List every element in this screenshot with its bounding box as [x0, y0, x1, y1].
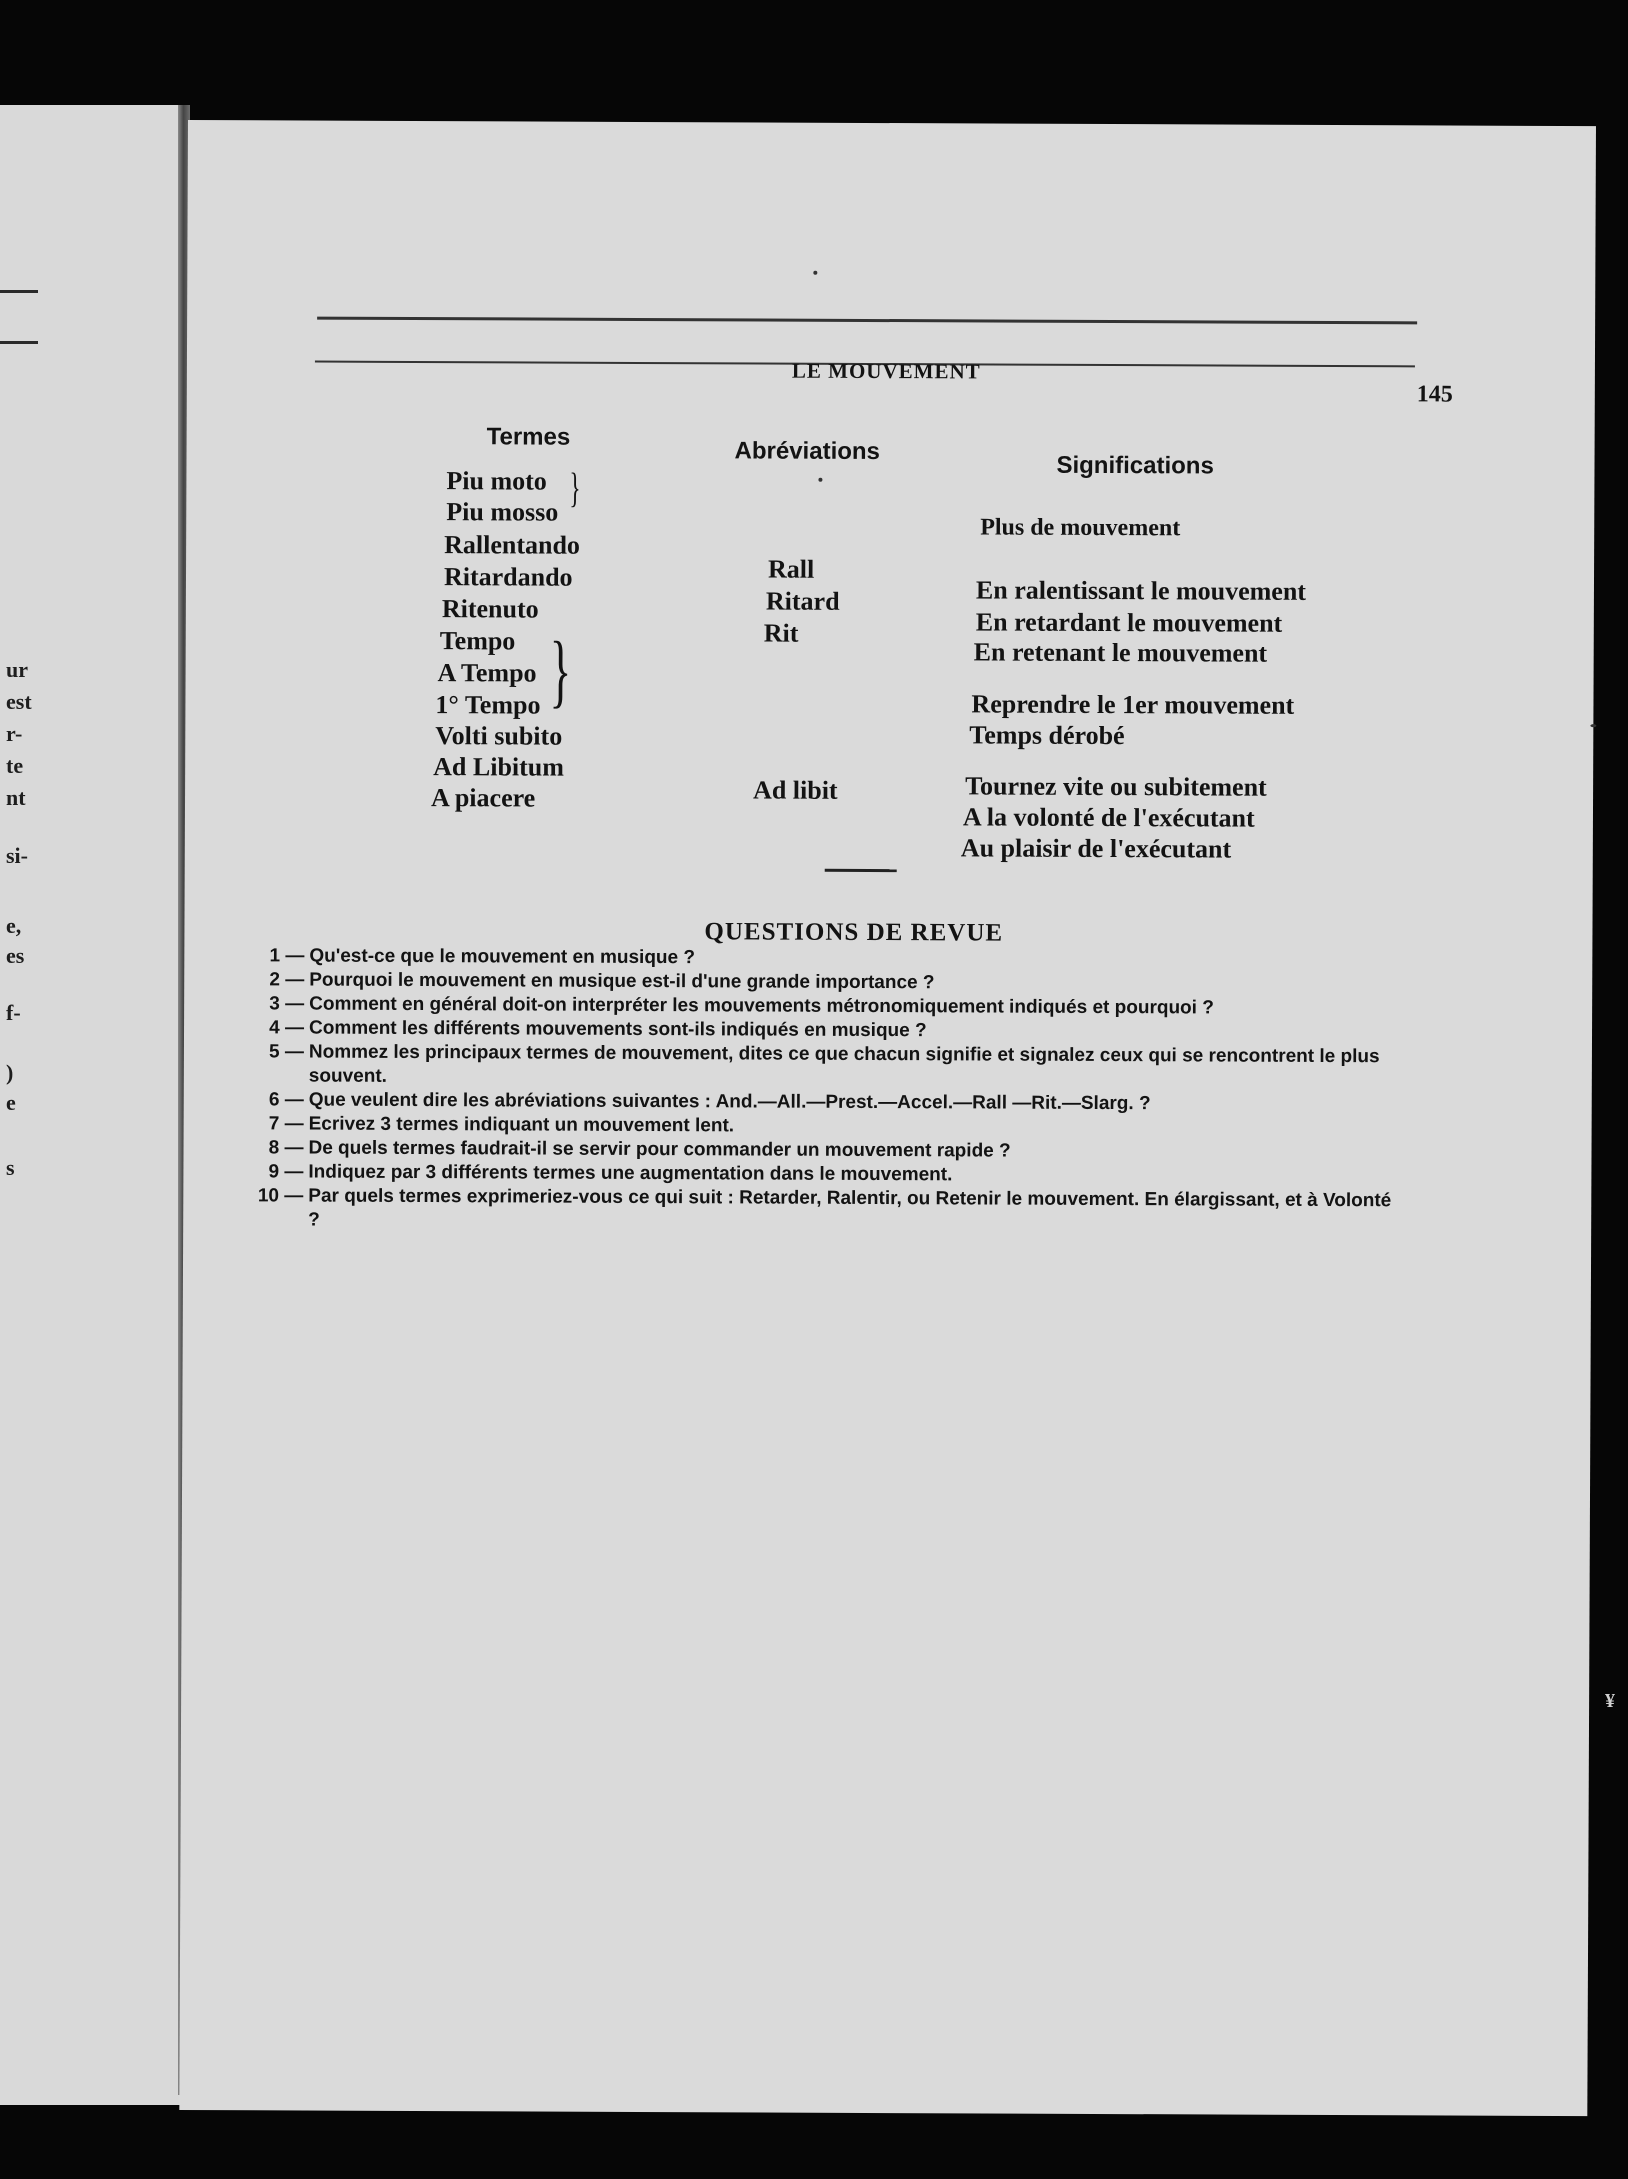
abbreviation-cell: Ad libit	[753, 775, 838, 805]
ink-dot	[1590, 724, 1596, 727]
term-cell: Volti subito	[435, 721, 563, 751]
question-number: 4 —	[269, 1017, 305, 1039]
header-rule-top	[317, 317, 1417, 325]
meaning-cell: Tournez vite ou subitement	[965, 771, 1267, 802]
term-cell: Tempo	[439, 626, 516, 656]
question-text: Comment en général doit-on interpréter les mouvements métronomiquement indiqués et pourquoi ?	[309, 993, 1214, 1019]
question-number: 8 —	[268, 1137, 304, 1159]
prev-page-rule	[0, 290, 38, 293]
meaning-cell: Plus de mouvement	[980, 514, 1181, 542]
review-title: QUESTIONS DE REVUE	[704, 918, 1004, 947]
column-header-abreviations: Abréviations	[734, 437, 880, 466]
review-questions	[243, 944, 1394, 1237]
term-cell: Piu mosso	[446, 497, 559, 527]
term-cell: Piu moto	[446, 466, 547, 496]
prev-page-fragment: est	[6, 689, 32, 714]
question-number: 5 —	[269, 1041, 304, 1063]
term-cell: Ritardando	[443, 562, 573, 592]
question-number: 10 —	[257, 1185, 304, 1207]
prev-page-fragment: es	[6, 943, 25, 968]
ink-dot	[818, 478, 822, 482]
page-number: 145	[1416, 381, 1453, 408]
question-number: 3 —	[269, 993, 305, 1015]
question-text: Que veulent dire les abréviations suivantes : And.—All.—Prest.—Accel.—Rall —Rit.—Slarg. ?	[308, 1089, 1151, 1115]
scan-artifact: ¥	[1605, 1690, 1615, 1712]
question-number: 2 —	[269, 969, 305, 991]
question-text: Ecrivez 3 termes indiquant un mouvement lent.	[308, 1113, 735, 1137]
meaning-cell: Au plaisir de l'exécutant	[960, 833, 1232, 864]
meaning-cell: A la volonté de l'exécutant	[962, 802, 1255, 833]
term-cell: Ritenuto	[441, 594, 539, 624]
prev-page-fragment: nt	[6, 785, 26, 810]
ink-dot	[813, 271, 817, 275]
prev-page-fragment: )	[6, 1060, 14, 1085]
meaning-cell: Temps dérobé	[969, 720, 1125, 751]
term-cell: Ad Libitum	[433, 752, 565, 782]
question-number: 7 —	[268, 1113, 304, 1135]
meaning-cell: En ralentissant le mouvement	[975, 575, 1307, 606]
question-number: 1 —	[269, 945, 305, 967]
prev-page-fragment: te	[6, 753, 24, 778]
question-number: 6 —	[268, 1089, 304, 1111]
prev-page-fragment: e,	[6, 913, 22, 938]
meaning-cell: En retenant le mouvement	[973, 637, 1268, 668]
brace-icon: }	[569, 465, 581, 512]
term-cell: Rallentando	[444, 530, 581, 560]
question-text: Indiquez par 3 différents termes une augmentation dans le mouvement.	[308, 1161, 953, 1186]
prev-page-fragment: f-	[6, 1000, 21, 1025]
prev-page-fragment: s	[6, 1155, 15, 1180]
question-text: Qu'est-ce que le mouvement en musique ?	[309, 945, 696, 969]
prev-page-fragment: e	[6, 1090, 16, 1115]
term-cell: A Tempo	[437, 658, 537, 688]
abbreviation-cell: Rall	[767, 554, 815, 584]
question-text: Pourquoi le mouvement en musique est-il d'une grande importance ?	[309, 969, 935, 994]
meaning-cell: Reprendre le 1er mouvement	[971, 689, 1295, 720]
column-header-termes: Termes	[486, 423, 571, 451]
section-divider	[825, 869, 897, 872]
brace-icon: }	[549, 624, 572, 716]
prev-page-rule	[0, 341, 38, 344]
prev-page-fragment: si-	[6, 843, 28, 868]
prev-page-fragment: r-	[6, 721, 23, 746]
question-text: Comment les différents mouvements sont-ils indiqués en musique ?	[308, 1017, 927, 1042]
question-text: Par quels termes exprimeriez-vous ce qui suit : Retarder, Ralentir, ou Retenir le mouvement. En élargissant, et à Volonté ?	[308, 1185, 1392, 1231]
meaning-cell: En retardant le mouvement	[975, 607, 1283, 638]
list-item	[244, 1040, 1394, 1093]
abbreviation-cell: Ritard	[765, 586, 840, 616]
abbreviation-cell: Rit	[763, 618, 799, 648]
previous-page-edge	[0, 105, 180, 2105]
running-title: LE MOUVEMENT	[791, 358, 981, 384]
list-item	[243, 1184, 1393, 1237]
question-number: 9 —	[268, 1161, 304, 1183]
page	[179, 120, 1596, 2116]
term-cell: 1° Tempo	[435, 690, 541, 720]
column-header-significations: Significations	[1056, 451, 1214, 480]
prev-page-fragment: ur	[6, 657, 28, 682]
term-cell: A piacere	[430, 783, 536, 813]
question-text: De quels termes faudrait-il se servir pour commander un mouvement rapide ?	[308, 1137, 1011, 1162]
question-text: Nommez les principaux termes de mouvement, dites ce que chacun signifie et signalez ceux qui se rencontrent le plus souvent.	[308, 1041, 1380, 1087]
